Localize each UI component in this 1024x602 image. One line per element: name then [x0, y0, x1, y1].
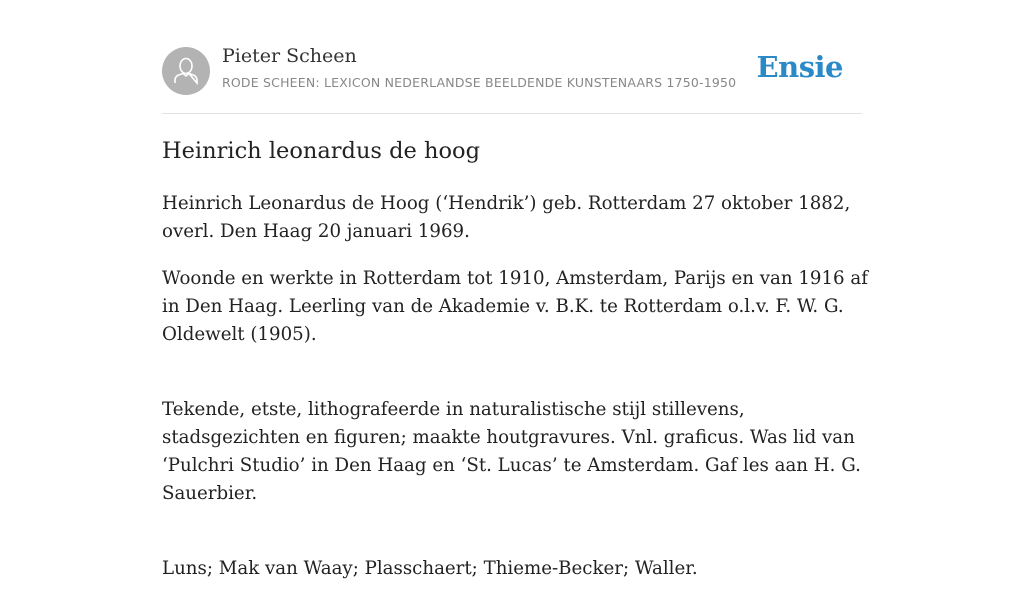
ensie-logo-link[interactable]: Ensie	[756, 50, 843, 84]
user-avatar-icon[interactable]	[162, 47, 210, 95]
paragraph-work: Tekende, etste, lithografeerde in naturalistische stijl stillevens, stadsgezichten en figuren; maakte houtgravures. Vnl. graficus. Was lid van ‘Pulchri Studio’ in Den Haag en ‘St. Lucas’ te Amsterdam. Gaf les aan H. G. Sauerbier.	[162, 399, 861, 504]
page-title: Heinrich leonardus de hoog	[162, 138, 480, 164]
article-header	[162, 0, 862, 114]
paragraph-spacer	[162, 368, 868, 396]
paragraph-biography: Heinrich Leonardus de Hoog (‘Hendrik’) geb. Rotterdam 27 oktober 1882, overl. Den Haag 20 januari 1969.	[162, 193, 851, 242]
paragraph-spacer	[162, 527, 868, 555]
source-title: RODE SCHEEN: LEXICON NEDERLANDSE BEELDENDE KUNSTENAARS 1750-1950	[222, 75, 737, 90]
article-container	[162, 0, 868, 579]
article-body	[162, 190, 868, 602]
paragraph-education: Woonde en werkte in Rotterdam tot 1910, Amsterdam, Parijs en van 1916 af in Den Haag. Leerling van de Akademie v. B.K. te Rotterdam o.l.v. F. W. G. Oldewelt (1905).	[162, 268, 868, 345]
paragraph-references: Luns; Mak van Waay; Plasschaert; Thieme-Becker; Waller.	[162, 558, 698, 579]
author-name-link[interactable]: Pieter Scheen	[222, 45, 357, 67]
